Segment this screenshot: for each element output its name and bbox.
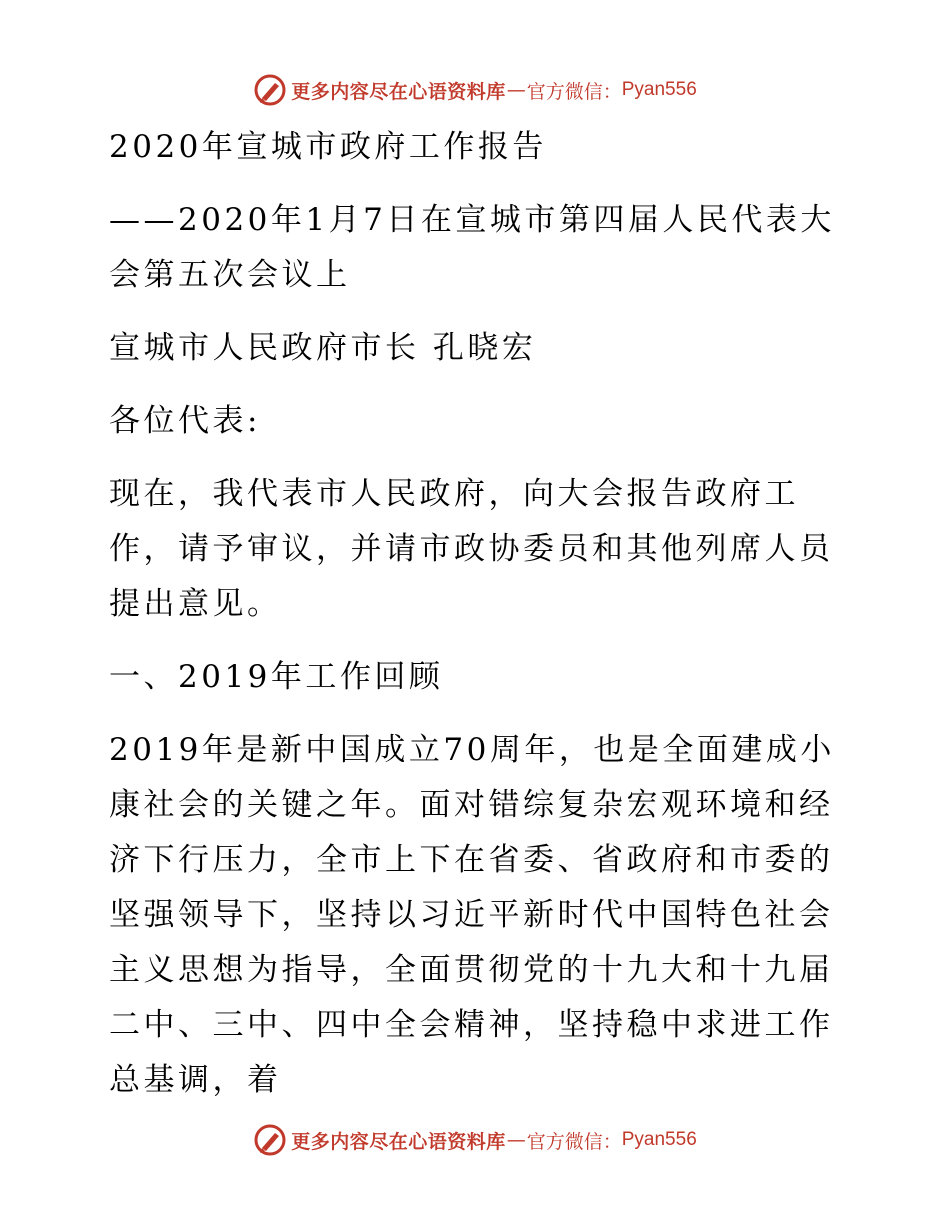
document-salutation: 各位代表:: [109, 403, 261, 439]
banner-main-text: 更多内容尽在心语资料库: [291, 1130, 506, 1153]
body-paragraph: 2019年是新中国成立70周年，也是全面建成小康社会的关键之年。面对错综复杂宏观环境和经济下行压力，全市上下在省委、省政府和市委的坚强领导下，坚持以习近平新时代中国特色社会主义思想为指导，全面贯彻党的十九大和十九届二中、三中、四中全会精神，坚持稳中求进工作总基调，着: [109, 732, 835, 1098]
pen-logo-icon: [253, 1123, 287, 1157]
pen-logo-icon: [253, 73, 287, 107]
header-banner: [0, 70, 950, 110]
footer-banner: [0, 1120, 950, 1160]
banner-wechat-id: Pyan556: [621, 1129, 697, 1150]
document-body: [98, 120, 858, 1126]
document-subtitle: ——2020年1月7日在宣城市第四届人民代表大会第五次会议上: [109, 202, 835, 293]
banner-wechat-label: 官方微信：: [526, 80, 622, 103]
banner-main-text: 更多内容尽在心语资料库: [291, 80, 506, 103]
document-speaker: 宣城市人民政府市长 孔晓宏: [109, 330, 537, 366]
banner-dash: —: [506, 79, 526, 101]
banner-wechat-id: Pyan556: [621, 79, 697, 100]
section-heading: 一、2019年工作回顾: [109, 659, 444, 695]
document-title: 2020年宣城市政府工作报告: [109, 129, 547, 165]
banner-dash: —: [506, 1129, 526, 1151]
intro-paragraph: 现在，我代表市人民政府，向大会报告政府工作，请予审议，并请市政协委员和其他列席人员提出意见。: [109, 476, 834, 622]
banner-wechat-label: 官方微信：: [526, 1130, 622, 1153]
